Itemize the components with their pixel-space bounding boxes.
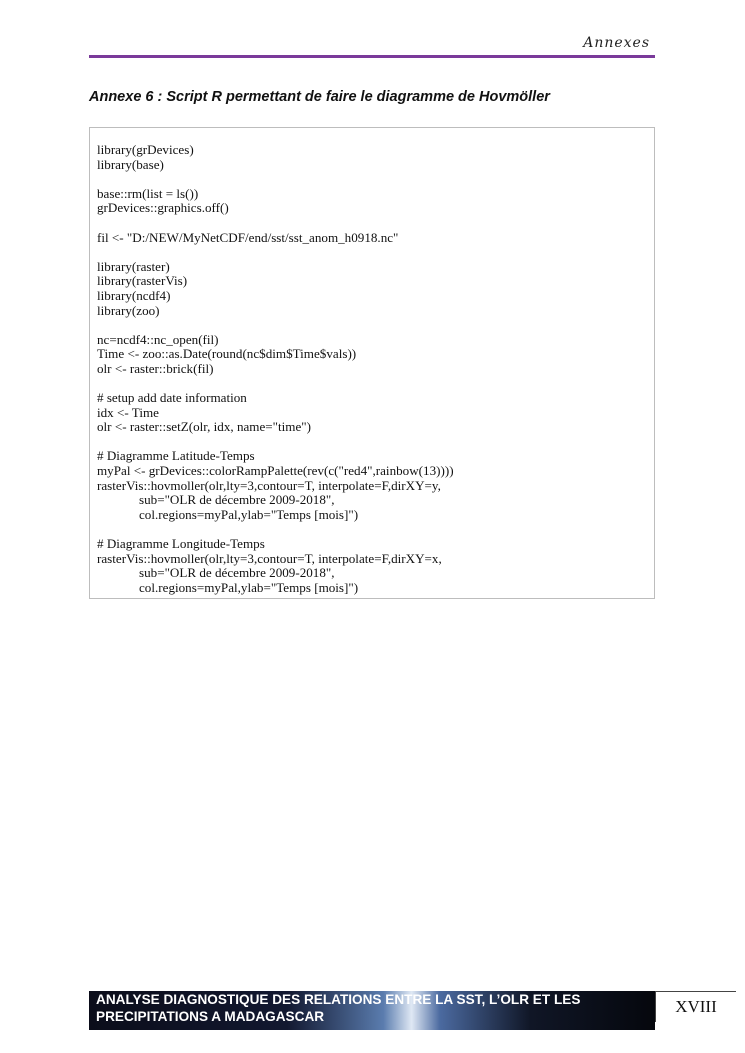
code-blank-line: [97, 216, 654, 231]
footer-banner: [89, 991, 655, 1030]
code-comment-line: # setup add date information: [97, 390, 247, 406]
header-divider: [89, 55, 655, 58]
code-line: library(raster): [97, 258, 170, 274]
code-line: Time <- zoo::as.Date(round(nc$dim$Time$vals)): [97, 346, 357, 362]
code-line: grDevices::graphics.off(): [97, 200, 229, 216]
code-line: olr <- raster::brick(fil): [97, 360, 214, 376]
code-line-indented: sub="OLR de décembre 2009-2018",: [139, 565, 335, 581]
code-line: idx <- Time: [97, 404, 159, 420]
code-blank-line: [97, 522, 654, 537]
code-line: olr <- raster::setZ(olr, idx, name="time"): [97, 419, 312, 435]
code-line: base::rm(list = ls()): [97, 185, 199, 201]
code-line: library(base): [97, 156, 164, 172]
code-line-indented: col.regions=myPal,ylab="Temps [mois]"): [139, 506, 359, 522]
code-comment-line: # Diagramme Latitude-Temps: [97, 448, 255, 464]
annex-heading: Annexe 6 : Script R permettant de faire le diagramme de Hovmöller: [89, 89, 550, 105]
code-line: library(ncdf4): [97, 287, 171, 303]
code-comment-line: # Diagramme Longitude-Temps: [97, 536, 265, 552]
code-blank-line: [97, 318, 654, 333]
code-listing-box: [89, 127, 655, 599]
code-line: rasterVis::hovmoller(olr,lty=3,contour=T, interpolate=F,dirXY=y,: [97, 477, 441, 493]
footer-title: [96, 992, 651, 1025]
code-line: library(zoo): [97, 302, 160, 318]
code-line: library(rasterVis): [97, 273, 188, 289]
code-blank-line: [97, 245, 654, 260]
running-header-title: Annexes: [583, 35, 650, 51]
code-blank-line: [97, 377, 654, 392]
code-line: myPal <- grDevices::colorRampPalette(rev(c("red4",rainbow(13)))): [97, 463, 454, 479]
code-blank-line: [97, 172, 654, 187]
code-line: rasterVis::hovmoller(olr,lty=3,contour=T, interpolate=F,dirXY=x,: [97, 550, 442, 566]
footer-title-line-1: ANALYSE DIAGNOSTIQUE DES RELATIONS ENTRE LA SST, L’OLR ET LES: [96, 992, 581, 1007]
code-line: nc=ncdf4::nc_open(fil): [97, 331, 219, 347]
code-line: fil <- "D:/NEW/MyNetCDF/end/sst/sst_anom_h0918.nc": [97, 229, 399, 245]
code-line-indented: col.regions=myPal,ylab="Temps [mois]"): [139, 579, 359, 595]
code-line-indented: sub="OLR de décembre 2009-2018",: [139, 492, 335, 508]
code-blank-line: [97, 435, 654, 450]
code-line: library(grDevices): [97, 142, 194, 157]
page-number: XVIII: [655, 991, 736, 1022]
footer-title-line-2: PRECIPITATIONS A MADAGASCAR: [96, 1008, 325, 1024]
